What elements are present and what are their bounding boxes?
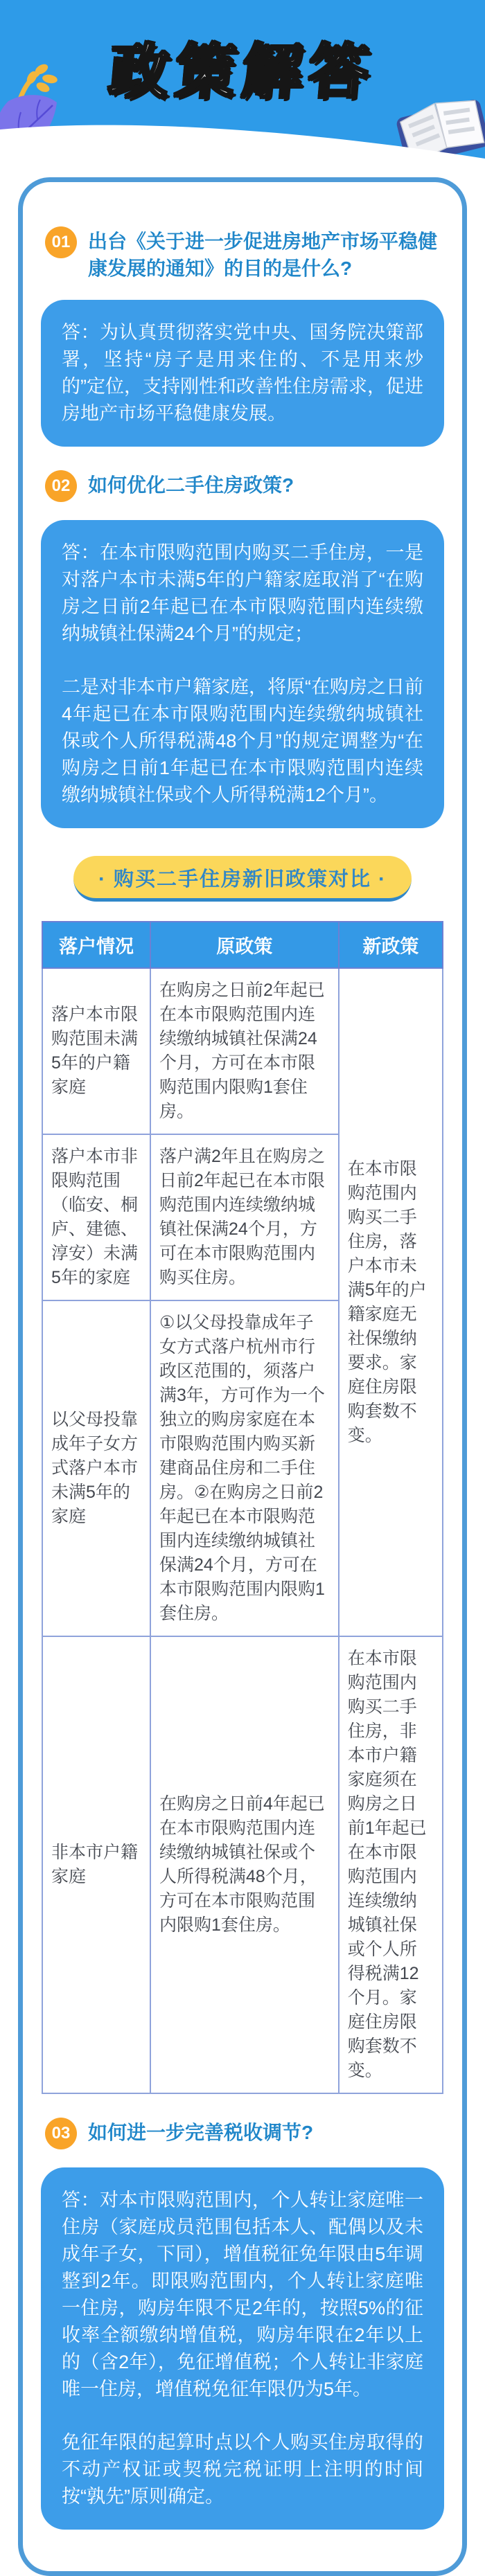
- answer-box-2: [41, 520, 444, 828]
- question-badge-2: [45, 470, 77, 502]
- new-policy-cell: 在本市限购范围内购买二手住房，非本市户籍家庭须在购房之日前1年起已在本市限购范围内连续缴纳城镇社保或个人所得税满12个月。家庭住房限购套数不变。: [339, 1636, 443, 2093]
- table-header-row: [42, 922, 443, 968]
- question-row-2: [45, 470, 440, 502]
- old-policy-cell: ①以父母投靠成年子女方式落户杭州市行政区范围的，须落户满3年，方可作为一个独立的购房家庭在本市限购范围内购买新建商品住房和二手住房。②在购房之日前2年起已在本市限购范围内连续缴纳城镇社保满24个月，方可在本市限购范围内限购1套住房。: [150, 1300, 339, 1636]
- banner-dot-right: ·: [378, 868, 387, 891]
- page-title: 政策解答: [106, 39, 378, 105]
- curve-divider: [0, 118, 485, 175]
- table-header-new-policy: 新政策: [339, 922, 443, 968]
- question-badge-1: [45, 226, 77, 258]
- table-row: [42, 968, 443, 1134]
- situation-cell: 落户本市非限购范围（临安、桐庐、建德、淳安）未满5年的家庭: [42, 1134, 150, 1300]
- answer-paragraph: 答：为认真贯彻落实党中央、国务院决策部署，坚持“房子是用来住的、不是用来炒的”定位，支持刚性和改善性住房需求，促进房地产市场平稳健康发展。: [62, 322, 423, 424]
- table-header-situation: 落户情况: [42, 922, 150, 968]
- comparison-banner: [73, 856, 412, 902]
- answer-paragraph: 免征年限的起算时点以个人购买住房取得的不动产权证或契税完税证明上注明的时间按“孰先”原则确定。: [62, 2432, 423, 2507]
- answer-box-3: [41, 2167, 444, 2530]
- question-text-3: 如何进一步完善税收调节?: [88, 2122, 314, 2143]
- content-card: [18, 177, 467, 2576]
- banner-dot-left: ·: [98, 868, 107, 891]
- old-policy-cell: 在购房之日前2年起已在本市限购范围内连续缴纳城镇社保满24个月，方可在本市限购范围内限购1套住房。: [150, 968, 339, 1134]
- question-row-1: [45, 226, 440, 282]
- header-banner: [0, 0, 485, 175]
- answer-paragraph: 答：对本市限购范围内，个人转让家庭唯一住房（家庭成员范围包括本人、配偶以及未成年子女，下同），增值税征免年限由5年调整到2年。即限购范围内，个人转让家庭唯一住房，购房年限不足2年的，按照5%的征收率全额缴纳增值税，购房年限在2年以上的（含2年），免征增值税；个人转让非家庭唯一住房，增值税免征年限仍为5年。: [62, 2190, 423, 2399]
- question-number-3: 03: [51, 2124, 71, 2143]
- old-policy-cell: 在购房之日前4年起已在本市限购范围内连续缴纳城镇社保或个人所得税满48个月，方可在本市限购范围内限购1套住房。: [150, 1636, 339, 2093]
- banner-label: 购买二手住房新旧政策对比: [113, 868, 371, 891]
- answer-paragraph: 二是对非本市户籍家庭，将原“在购房之日前4年起已在本市限购范围内连续缴纳城镇社保或个人所得税满48个月”的规定调整为“在购房之日前1年起已在本市限购范围内连续缴纳城镇社保或个人所得税满12个月”。: [62, 677, 423, 805]
- question-row-3: [45, 2118, 440, 2149]
- table-row: [42, 1636, 443, 2093]
- question-text-1: 出台《关于进一步促进房地产市场平稳健康发展的通知》的目的是什么?: [88, 231, 438, 279]
- question-number-1: 01: [51, 233, 71, 251]
- situation-cell: 非本市户籍家庭: [42, 1636, 150, 2093]
- question-number-2: 02: [51, 476, 71, 495]
- comparison-banner-wrap: [39, 856, 446, 902]
- table-header-old-policy: 原政策: [150, 922, 339, 968]
- merged-new-policy-cell: 在本市限购范围内购买二手住房，落户本市未满5年的户籍家庭无社保缴纳要求。家庭住房限购套数不变。: [339, 968, 443, 1636]
- situation-cell: 落户本市限购范围未满5年的户籍家庭: [42, 968, 150, 1134]
- answer-box-1: [41, 300, 444, 447]
- policy-table: [42, 921, 443, 2094]
- old-policy-cell: 落户满2年且在购房之日前2年起已在本市限购范围内连续缴纳城镇社保满24个月，方可在本市限购范围内购买住房。: [150, 1134, 339, 1300]
- question-text-2: 如何优化二手住房政策?: [88, 474, 294, 496]
- answer-paragraph: 答：在本市限购范围内购买二手住房，一是对落户本市未满5年的户籍家庭取消了“在购房之日前2年起已在本市限购范围内连续缴纳城镇社保满24个月”的规定；: [62, 542, 423, 644]
- question-badge-3: [45, 2118, 77, 2149]
- situation-cell: 以父母投靠成年子女方式落户本市未满5年的家庭: [42, 1300, 150, 1636]
